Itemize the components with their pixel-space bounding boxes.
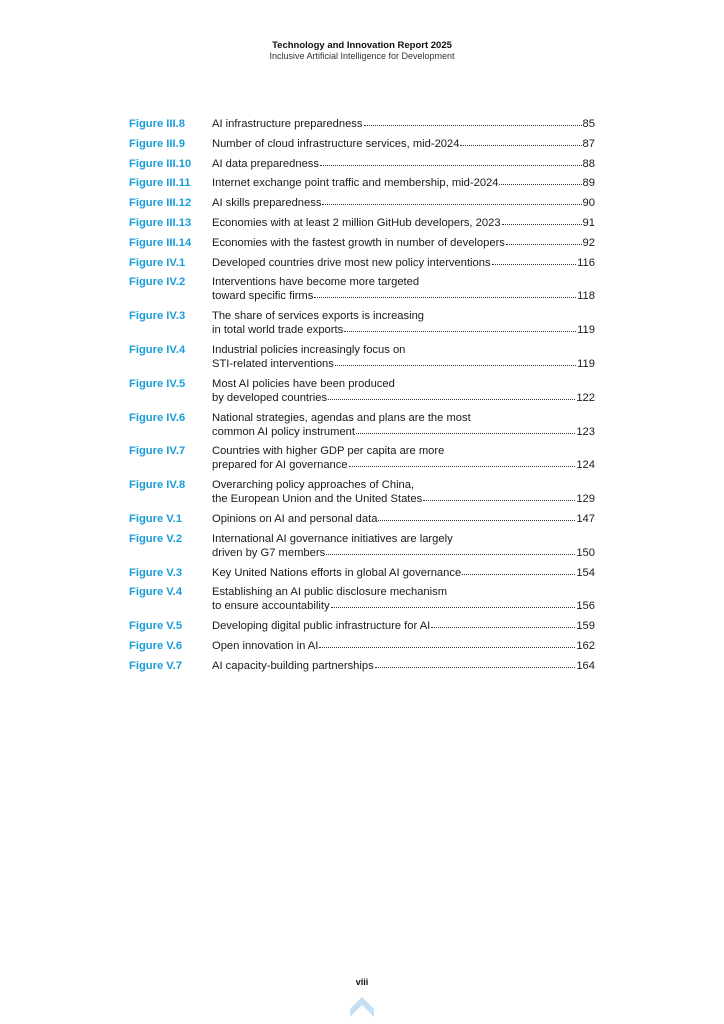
figure-title-text: prepared for AI governance [212,459,348,472]
page-reference[interactable]: 118 [577,290,595,303]
figure-label[interactable]: Figure IV.4 [129,343,186,356]
dot-leader [462,566,575,576]
page-reference[interactable]: 91 [582,216,595,229]
figure-title-line [212,411,595,425]
toc-entry[interactable] [129,659,595,673]
figure-title-text: Economies with the fastest growth in number of developers [212,236,505,249]
figure-title-line [212,599,595,613]
figure-title-line [212,176,595,190]
figure-label[interactable]: Figure IV.2 [129,276,186,289]
toc-entry[interactable] [129,176,595,190]
figure-label[interactable]: Figure IV.6 [129,411,186,424]
dot-leader [502,216,582,226]
figure-title-text: Opinions on AI and personal data [212,512,378,525]
dot-leader [335,357,576,367]
dot-leader [319,639,575,649]
figure-title-line [212,236,595,250]
figure-title-text: Establishing an AI public disclosure mechanism [212,586,448,599]
figure-title-line [212,458,595,472]
figure-title [212,532,595,560]
report-title: Technology and Innovation Report 2025 [272,40,452,51]
figure-label[interactable]: Figure V.6 [129,639,183,652]
page-reference[interactable]: 129 [576,493,595,506]
figure-title-text: Overarching policy approaches of China, [212,479,415,492]
page-reference[interactable]: 156 [576,600,595,613]
figure-title-text: by developed countries [212,391,328,404]
figure-title [212,566,595,580]
figure-title-line [212,377,595,391]
dot-leader [506,236,582,246]
figure-title [212,309,595,337]
figure-label[interactable]: Figure IV.1 [129,256,186,269]
figure-title-line [212,546,595,560]
figure-title-text: AI capacity-building partnerships [212,659,374,672]
toc-entry[interactable] [129,117,595,131]
toc-entry[interactable] [129,585,595,613]
figure-title-line [212,639,595,653]
page-reference[interactable]: 90 [582,197,595,210]
toc-entry[interactable] [129,275,595,303]
figure-title-line [212,425,595,439]
figure-title [212,216,595,230]
figure-label[interactable]: Figure III.9 [129,137,185,150]
figure-title-text: Open innovation in AI [212,639,319,652]
page-reference[interactable]: 92 [582,236,595,249]
toc-entry[interactable] [129,157,595,171]
figure-label[interactable]: Figure IV.8 [129,479,186,492]
figure-title-line [212,619,595,633]
figure-title-text: National strategies, agendas and plans are the most [212,411,471,424]
figure-title-line [212,323,595,337]
toc-entry[interactable] [129,478,595,506]
toc-entry[interactable] [129,444,595,472]
figure-title-text: The share of services exports is increasing [212,310,425,323]
figure-title [212,176,595,190]
figure-title-text: Key United Nations efforts in global AI governance [212,566,462,579]
figure-title-text: International AI governance initiatives are largely [212,532,453,545]
figure-title-text: Developed countries drive most new policy interventions [212,256,491,269]
figure-title-line [212,343,595,357]
dot-leader [356,425,575,435]
figure-title-line [212,289,595,303]
page-reference[interactable]: 147 [576,512,595,525]
page-reference[interactable]: 124 [576,459,595,472]
dot-leader [344,323,576,333]
dot-leader [460,137,581,147]
dot-leader [349,458,576,468]
figure-title-text: Internet exchange point traffic and membership, mid-2024 [212,177,499,190]
figure-title-text: common AI policy instrument [212,425,356,438]
figure-title [212,343,595,371]
figure-title-text: Number of cloud infrastructure services, mid-2024 [212,137,460,150]
dot-leader [322,196,581,206]
page-reference[interactable]: 159 [576,620,595,633]
toc-entry[interactable] [129,256,595,270]
figure-title [212,137,595,151]
figure-label[interactable]: Figure IV.7 [129,445,186,458]
toc-entry[interactable] [129,196,595,210]
dot-leader [364,117,582,127]
report-subtitle: Inclusive Artificial Intelligence for Development [269,51,455,61]
page-reference[interactable]: 88 [582,157,595,170]
figure-label[interactable]: Figure III.10 [129,157,192,170]
figure-title-line [212,391,595,405]
dot-leader [492,256,577,266]
figure-label[interactable]: Figure IV.3 [129,310,186,323]
figure-title [212,478,595,506]
page-reference[interactable]: 119 [577,324,595,337]
figure-title-line [212,137,595,151]
figure-label[interactable]: Figure IV.5 [129,377,186,390]
dot-leader [314,289,576,299]
toc-entry[interactable] [129,411,595,439]
figure-title [212,639,595,653]
figure-title-line [212,585,595,599]
dot-leader [326,546,575,556]
page-reference[interactable]: 119 [577,357,595,370]
figure-title-line [212,216,595,230]
figure-label[interactable]: Figure III.8 [129,118,185,130]
figure-title-line [212,659,595,673]
figure-title-line [212,532,595,546]
figure-title-text: Economies with at least 2 million GitHub developers, 2023 [212,216,501,229]
figure-label[interactable]: Figure III.14 [129,236,192,249]
dot-leader [499,176,581,186]
figure-title-line [212,196,595,210]
figure-label[interactable]: Figure V.1 [129,512,183,525]
figure-title [212,377,595,405]
figure-title [212,157,595,171]
figure-title-line [212,512,595,526]
figure-title-line [212,117,595,131]
figure-title-text: to ensure accountability [212,600,330,613]
page-reference[interactable]: 85 [582,118,595,130]
dot-leader [331,599,576,609]
page-reference[interactable]: 162 [576,639,595,652]
figure-label[interactable]: Figure III.13 [129,216,192,229]
figure-label[interactable]: Figure V.5 [129,620,183,633]
page-number: viii [355,977,369,987]
running-header [0,40,724,62]
figure-label[interactable]: Figure V.2 [129,532,183,545]
figure-title [212,585,595,613]
figure-title-text: the European Union and the United States [212,493,423,506]
toc-entry[interactable] [129,639,595,653]
figure-title-line [212,478,595,492]
figure-title-text: AI infrastructure preparedness [212,118,363,130]
figure-title-text: in total world trade exports [212,324,344,337]
toc-entry[interactable] [129,532,595,560]
figure-title [212,659,595,673]
figure-title [212,444,595,472]
figure-title-text: Industrial policies increasingly focus on [212,343,406,356]
figure-label[interactable]: Figure III.11 [129,177,191,190]
page-reference[interactable]: 122 [576,391,595,404]
toc-entry[interactable] [129,236,595,250]
figure-title-text: driven by G7 members [212,546,326,559]
toc-entry[interactable] [129,216,595,230]
page-reference[interactable]: 154 [576,566,595,579]
figure-title [212,196,595,210]
page-reference[interactable]: 150 [576,546,595,559]
dot-leader [328,391,575,401]
figure-title [212,117,595,131]
toc-entry[interactable] [129,137,595,151]
figure-title-text: AI skills preparedness [212,197,322,210]
figure-label[interactable]: Figure V.4 [129,586,183,599]
toc-entry[interactable] [129,343,595,371]
figure-title-text: Countries with higher GDP per capita are more [212,445,445,458]
figure-title-line [212,492,595,506]
figure-title [212,512,595,526]
toc-entry[interactable] [129,619,595,633]
dot-leader [378,512,575,522]
figure-label[interactable]: Figure III.12 [129,197,192,210]
figure-title-text: Developing digital public infrastructure for AI [212,620,431,633]
figure-title [212,236,595,250]
toc-entry[interactable] [129,512,595,526]
page-reference[interactable]: 87 [582,137,595,150]
figure-label[interactable]: Figure V.7 [129,659,183,672]
dot-leader [375,659,576,669]
page-reference[interactable]: 123 [576,425,595,438]
page-reference[interactable]: 89 [582,177,595,190]
up-chevron-icon[interactable] [350,997,374,1017]
figure-title-text: Interventions have become more targeted [212,276,420,289]
figure-title [212,275,595,303]
figure-title-line [212,309,595,323]
figure-title-line [212,256,595,270]
figure-title [212,256,595,270]
dot-leader [320,157,582,167]
figure-label[interactable]: Figure V.3 [129,566,183,579]
figure-title-text: Most AI policies have been produced [212,377,395,390]
figure-title [212,411,595,439]
list-of-figures [129,117,595,679]
figure-title-line [212,444,595,458]
figure-title-text: AI data preparedness [212,157,319,170]
figure-title-line [212,357,595,371]
toc-entry[interactable] [129,566,595,580]
page-reference[interactable]: 116 [577,256,595,269]
dot-leader [431,619,575,629]
toc-entry[interactable] [129,309,595,337]
figure-title-text: STI-related interventions [212,357,334,370]
dot-leader [423,492,575,502]
figure-title-line [212,566,595,580]
figure-title [212,619,595,633]
figure-title-line [212,275,595,289]
figure-title-line [212,157,595,171]
figure-title-text: toward specific firms [212,290,314,303]
toc-entry[interactable] [129,377,595,405]
page-reference[interactable]: 164 [576,659,595,672]
